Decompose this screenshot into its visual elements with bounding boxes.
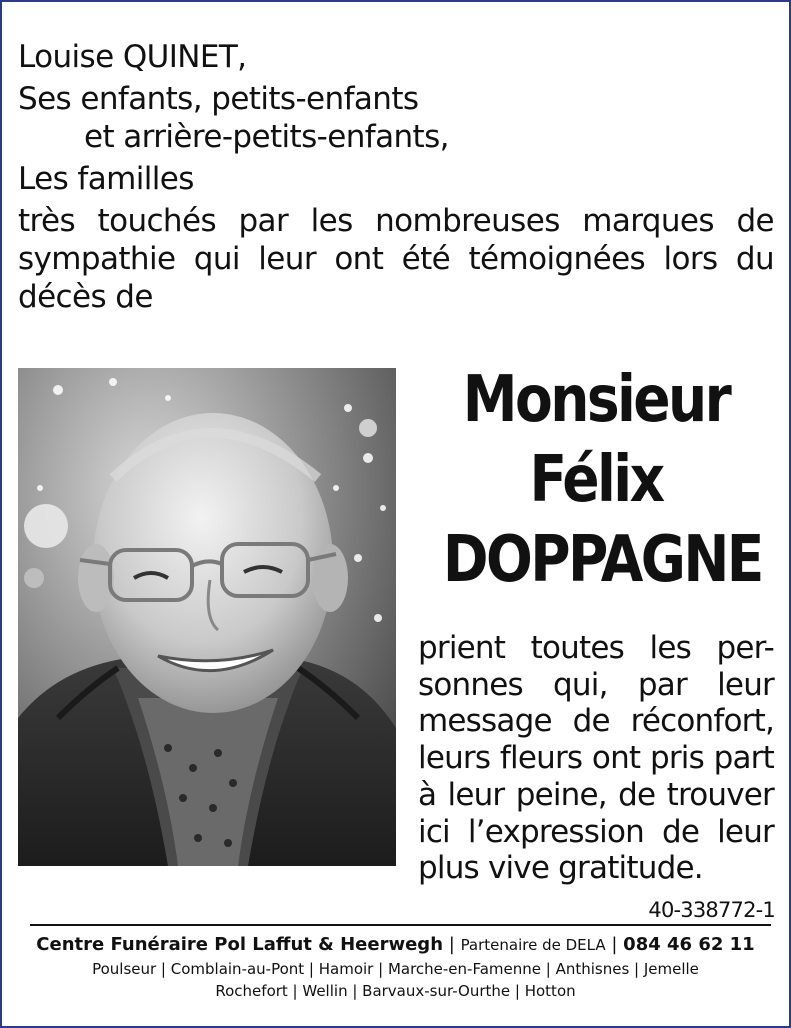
phone-number: 084 46 62 11 (623, 934, 755, 955)
deceased-name-block (442, 360, 762, 600)
footer-separator: | (611, 934, 618, 955)
footer-divider (30, 924, 771, 926)
footer-contact-row (0, 932, 791, 958)
deceased-last-name: DOPPAGNE (442, 523, 762, 597)
funeral-home-name: Centre Funéraire Pol Laffut & Heerwegh (36, 934, 444, 955)
portrait-photo (18, 368, 396, 866)
thanks-message: prient toutes les per-sonnes qui, par leur message de réconfort, leurs fleurs ont pris part à leur peine, de trouver ici l’expression de leur plus vive gratitude. (418, 630, 774, 887)
intro-line-grandchildren: et arrière-petits-enfants, (84, 119, 449, 155)
partner-label: Partenaire de DELA (460, 936, 606, 954)
deceased-title: Monsieur (462, 363, 730, 437)
intro-block (18, 38, 774, 316)
intro-line-families: Les familles (18, 161, 194, 197)
footer-separator: | (448, 934, 455, 955)
footer-locations-line-2: Rochefort | Wellin | Barvaux-sur-Ourthe | Hotton (215, 982, 576, 1000)
funeral-home-footer (0, 932, 791, 1002)
footer-locations-line-1: Poulseur | Comblain-au-Pont | Hamoir | Marche-en-Famenne | Anthisnes | Jemelle (92, 960, 699, 978)
reference-number: 40-338772-1 (648, 898, 775, 922)
intro-paragraph: très touchés par les nombreuses marques de sympathie qui leur ont été témoignées lors du décès de (18, 203, 774, 315)
deceased-first-name: Félix (529, 443, 663, 517)
intro-line-children: Ses enfants, petits-enfants (18, 81, 419, 117)
intro-line-widow: Louise QUINET, (18, 39, 247, 75)
